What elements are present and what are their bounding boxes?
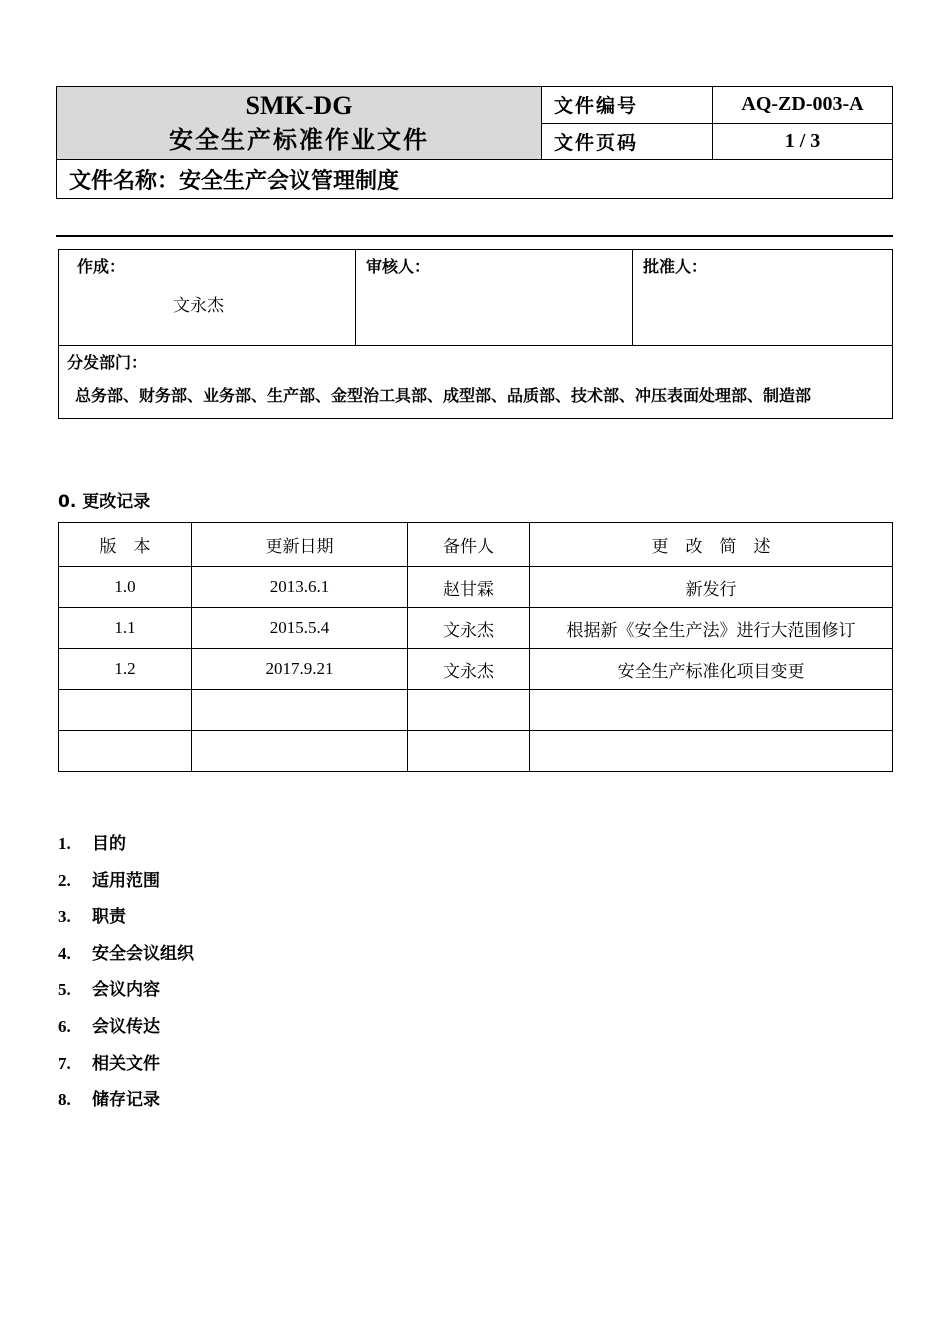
- table-row: [59, 608, 893, 649]
- prepared-by: 文永杰: [173, 296, 224, 316]
- summary-cell: [530, 690, 893, 731]
- column-header: 版 本: [59, 523, 192, 567]
- outline-number: 4.: [58, 943, 71, 963]
- prepared-cell: [59, 250, 356, 346]
- outline-item: [58, 826, 194, 863]
- table-row: [59, 731, 893, 772]
- column-header: 备件人: [408, 523, 530, 567]
- outline-item: [58, 899, 194, 936]
- table-row: [59, 567, 893, 608]
- outline-item: [58, 972, 194, 1009]
- person-cell: 文永杰: [408, 649, 530, 690]
- outline-number: 8.: [58, 1090, 71, 1110]
- outline-text: 会议内容: [92, 980, 160, 1001]
- summary-cell: 安全生产标准化项目变更: [530, 649, 893, 690]
- approver-cell: [633, 250, 893, 346]
- date-cell: [192, 690, 408, 731]
- outline-number: 1.: [58, 834, 71, 853]
- outline-text: 职责: [92, 907, 126, 928]
- person-cell: 赵甘霖: [408, 567, 530, 608]
- prepared-label: 作成：: [77, 257, 126, 276]
- distribution-label: 分发部门：: [67, 353, 148, 372]
- version-cell: [59, 731, 192, 772]
- outline-item: [58, 936, 194, 973]
- table-row: [59, 690, 893, 731]
- divider: [56, 235, 893, 237]
- outline-text: 目的: [92, 834, 126, 854]
- outline-text: 储存记录: [92, 1090, 160, 1111]
- outline-number: 7.: [58, 1053, 71, 1073]
- date-cell: 2015.5.4: [192, 608, 408, 649]
- person-cell: [408, 731, 530, 772]
- outline-item: [58, 863, 194, 900]
- reviewer-label: 审核人：: [366, 257, 431, 276]
- column-header: 更 改 简 述: [530, 523, 893, 567]
- column-header: 更新日期: [192, 523, 408, 567]
- change-log-table: [58, 522, 893, 772]
- outline-item: [58, 1046, 194, 1083]
- outline-number: 6.: [58, 1016, 71, 1036]
- person-cell: 文永杰: [408, 608, 530, 649]
- doc-number: AQ-ZD-003-A: [713, 87, 893, 124]
- date-cell: [192, 731, 408, 772]
- title-block: [57, 87, 542, 160]
- outline-number: 2.: [58, 870, 71, 890]
- document-type: 安全生产标准作业文件: [169, 126, 429, 154]
- doc-number-label: 文件编号: [542, 87, 713, 124]
- outline-number: 5.: [58, 980, 71, 1000]
- summary-cell: [530, 731, 893, 772]
- person-cell: [408, 690, 530, 731]
- outline-item: [58, 1082, 194, 1119]
- page-number: 1 / 3: [713, 123, 893, 160]
- company-code: SMK-DG: [245, 91, 353, 120]
- summary-cell: 根据新《安全生产法》进行大范围修订: [530, 608, 893, 649]
- outline-text: 适用范围: [92, 870, 160, 891]
- outline-item: [58, 1009, 194, 1046]
- distribution-list: 总务部、财务部、业务部、生产部、金型治工具部、成型部、品质部、技术部、冲压表面处理部、制造部: [75, 386, 812, 405]
- reviewer-cell: [356, 250, 633, 346]
- outline-number: 3.: [58, 907, 71, 927]
- table-row: [59, 649, 893, 690]
- outline-text: 会议传达: [92, 1016, 160, 1037]
- outline-text: 安全会议组织: [92, 943, 194, 964]
- summary-cell: 新发行: [530, 567, 893, 608]
- distribution-cell: [59, 346, 893, 419]
- document-header: [56, 86, 893, 199]
- approver-label: 批准人：: [643, 257, 708, 276]
- date-cell: 2017.9.21: [192, 649, 408, 690]
- signoff-box: [58, 249, 893, 419]
- page-label: 文件页码: [542, 123, 713, 160]
- version-cell: 1.2: [59, 649, 192, 690]
- change-log-title: 0. 更改记录: [58, 492, 151, 512]
- outline-text: 相关文件: [92, 1053, 160, 1074]
- version-cell: [59, 690, 192, 731]
- version-cell: 1.1: [59, 608, 192, 649]
- date-cell: 2013.6.1: [192, 567, 408, 608]
- file-name: 文件名称：安全生产会议管理制度: [57, 160, 893, 199]
- section-outline: [58, 826, 194, 1119]
- table-header-row: [59, 523, 893, 567]
- version-cell: 1.0: [59, 567, 192, 608]
